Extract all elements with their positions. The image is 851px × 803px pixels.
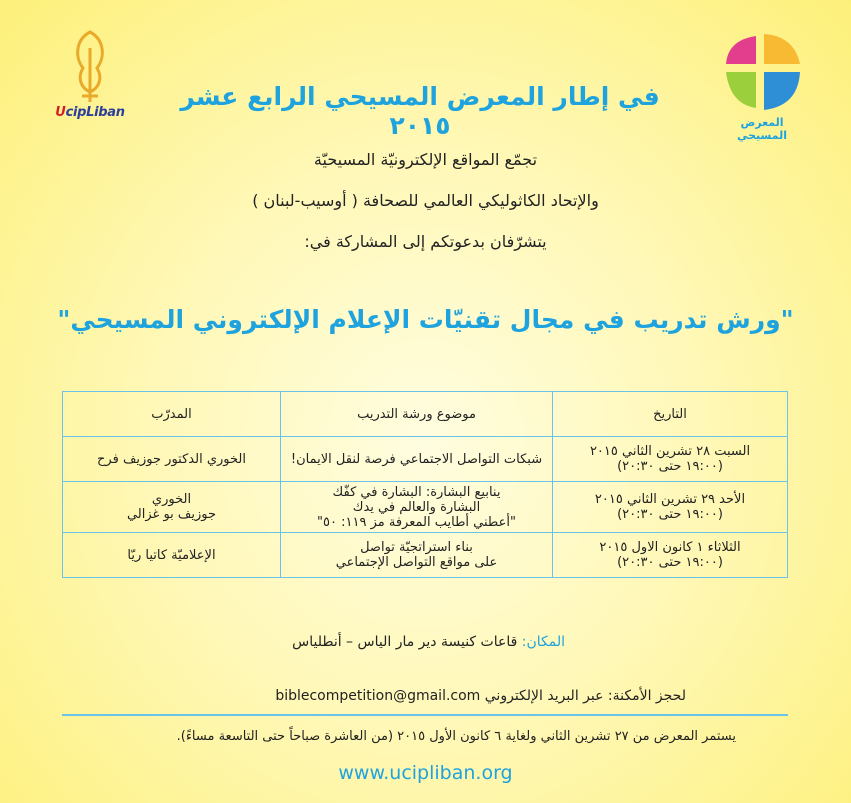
- header-trainer: المدرّب: [63, 392, 281, 437]
- cell-trainer: الإعلاميّة كاتيا ريّا: [63, 533, 281, 578]
- booking-via: عبر البريد الإلكتروني: [484, 688, 604, 704]
- booking-line: [180, 688, 686, 704]
- cell-topic: بناء استراتجيّة تواصل على مواقع التواصل الإجتماعي: [281, 533, 553, 578]
- intro-line-2: والإتحاد الكاثوليكي العالمي للصحافة ( أوسيب-لبنان ): [252, 191, 599, 210]
- ucip-logo: [45, 28, 135, 128]
- cell-date: السبت ٢٨ تشرين الثاني ٢٠١٥ (١٩:٠٠ حتى ٢٠:٣٠): [553, 437, 788, 482]
- intro-line-1: تجمّع المواقع الإلكترونيّة المسيحيّة: [313, 150, 538, 169]
- cell-date: الأحد ٢٩ تشرين الثاني ٢٠١٥ (١٩:٠٠ حتى ٢٠:٣٠): [553, 482, 788, 533]
- schedule-table: [62, 391, 788, 578]
- venue-label: المكان:: [521, 634, 565, 650]
- cell-topic: شبكات التواصل الاجتماعي فرصة لنقل الايمان!: [281, 437, 553, 482]
- table-header-row: [63, 392, 788, 437]
- table-row: [63, 437, 788, 482]
- cell-topic: ينابيع البشارة: البشارة في كفّك البشارة والعالم في يدك "أعطني أطايب المعرفة مز ١١٩: ٥٠": [281, 482, 553, 533]
- intro-line-3: يتشرّفان بدعوتكم إلى المشاركة في:: [304, 232, 547, 251]
- table-row: [63, 482, 788, 533]
- ucip-logo-wordmark: UcipLiban: [55, 105, 125, 120]
- website-link[interactable]: www.ucipliban.org: [338, 762, 513, 784]
- table-row: [63, 533, 788, 578]
- header-date: التاريخ: [553, 392, 788, 437]
- cell-date: الثلاثاء ١ كانون الاول ٢٠١٥ (١٩:٠٠ حتى ٢٠:٣٠): [553, 533, 788, 578]
- fair-logo: [718, 28, 806, 142]
- cell-trainer: الخوري الدكتور جوزيف فرح: [63, 437, 281, 482]
- cross-quadrants-icon: [718, 28, 806, 116]
- venue-line: [200, 634, 565, 650]
- venue-value: قاعات كنيسة دير مار الياس – أنطلياس: [292, 634, 518, 650]
- cell-trainer: الخوري جوزيف بو غزالي: [63, 482, 281, 533]
- page-title: في إطار المعرض المسيحي الرابع عشر ٢٠١٥: [180, 82, 660, 140]
- workshop-headline: "ورش تدريب في مجال تقنيّات الإعلام الإلكتروني المسيحي": [57, 305, 794, 334]
- header-topic: موضوع ورشة التدريب: [281, 392, 553, 437]
- booking-email-link[interactable]: biblecompetition@gmail.com: [275, 688, 481, 704]
- divider: [62, 714, 788, 716]
- quill-icon: [45, 28, 135, 104]
- fair-logo-text: المعرض المسيحي: [736, 116, 787, 142]
- booking-label: لحجز الأمكنة:: [607, 688, 686, 704]
- exhibition-duration: يستمر المعرض من ٢٧ تشرين الثاني ولغاية ٦ كانون الأول ٢٠١٥ (من العاشرة صباحاً حتى التاسعة مساءً).: [176, 729, 736, 744]
